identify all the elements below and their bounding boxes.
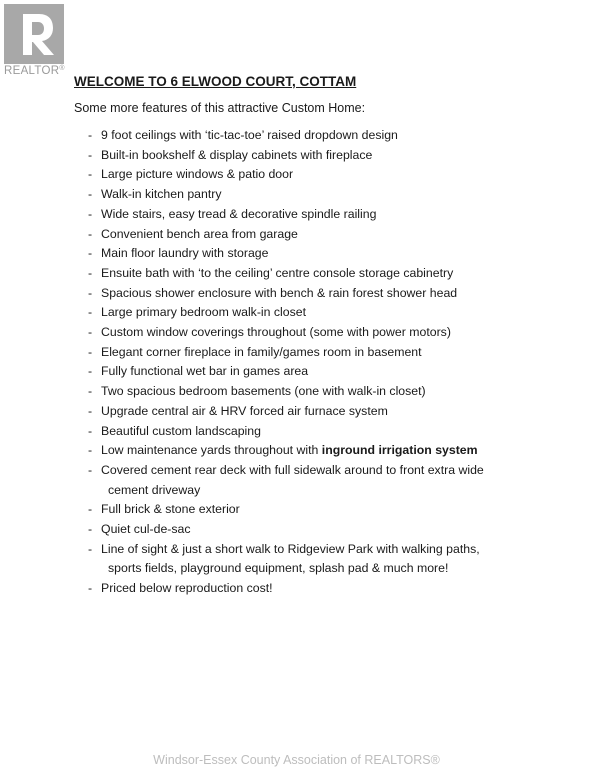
- feature-list: [88, 126, 484, 599]
- feature-item: [88, 185, 484, 205]
- list-dash: -: [88, 384, 93, 399]
- feature-text: Large picture windows & patio door: [101, 167, 294, 182]
- document-title: WELCOME TO 6 ELWOOD COURT, COTTAM: [74, 74, 357, 89]
- feature-text: Two spacious bedroom basements (one with walk-in closet): [101, 384, 426, 399]
- feature-item: [88, 146, 484, 166]
- realtor-r-logo-icon: [4, 4, 64, 64]
- footer-watermark: Windsor-Essex County Association of REALTORS®: [153, 753, 440, 767]
- feature-item: [88, 205, 484, 225]
- list-dash: -: [88, 285, 93, 300]
- feature-text: Ensuite bath with ‘to the ceiling’ centre console storage cabinetry: [101, 265, 454, 280]
- feature-text: Beautiful custom landscaping: [101, 423, 261, 438]
- list-dash: -: [88, 246, 93, 261]
- feature-text: Wide stairs, easy tread & decorative spindle railing: [101, 206, 377, 221]
- list-dash: -: [88, 187, 93, 202]
- feature-item: [88, 165, 484, 185]
- feature-item: [88, 284, 484, 304]
- feature-item: [88, 540, 484, 579]
- feature-text: Full brick & stone exterior: [101, 502, 240, 517]
- list-dash: -: [88, 305, 93, 320]
- list-dash: -: [88, 364, 93, 379]
- feature-text: Main floor laundry with storage: [101, 246, 269, 261]
- feature-text: Quiet cul-de-sac: [101, 522, 191, 537]
- feature-item: [88, 520, 484, 540]
- list-dash: -: [88, 167, 93, 182]
- feature-text: Built-in bookshelf & display cabinets with fireplace: [101, 147, 373, 162]
- feature-text-continuation: cement driveway: [108, 482, 201, 497]
- list-dash: -: [88, 541, 93, 556]
- feature-item: [88, 343, 484, 363]
- list-dash: -: [88, 226, 93, 241]
- feature-item: [88, 303, 484, 323]
- feature-item: [88, 362, 484, 382]
- feature-text-continuation: sports fields, playground equipment, splash pad & much more!: [108, 561, 449, 576]
- list-dash: -: [88, 325, 93, 340]
- feature-text: Low maintenance yards throughout with: [101, 443, 322, 458]
- feature-item: [88, 323, 484, 343]
- feature-text: Spacious shower enclosure with bench & rain forest shower head: [101, 285, 458, 300]
- feature-item: [88, 579, 484, 599]
- feature-text: Large primary bedroom walk-in closet: [101, 305, 307, 320]
- feature-text: Elegant corner fireplace in family/games room in basement: [101, 344, 422, 359]
- list-dash: -: [88, 403, 93, 418]
- feature-item: [88, 402, 484, 422]
- feature-item: [88, 461, 484, 500]
- feature-item: [88, 264, 484, 284]
- list-dash: -: [88, 443, 93, 458]
- list-dash: -: [88, 462, 93, 477]
- list-dash: -: [88, 522, 93, 537]
- list-dash: -: [88, 502, 93, 517]
- realtor-logo: [4, 4, 70, 77]
- feature-text: Priced below reproduction cost!: [101, 581, 273, 596]
- feature-text: Walk-in kitchen pantry: [101, 187, 222, 202]
- feature-text: Upgrade central air & HRV forced air furnace system: [101, 403, 388, 418]
- intro-text: Some more features of this attractive Custom Home:: [74, 101, 366, 115]
- feature-text-bold: inground irrigation system: [321, 443, 478, 458]
- feature-text: Custom window coverings throughout (some with power motors): [101, 325, 451, 340]
- list-dash: -: [88, 265, 93, 280]
- feature-text: Covered cement rear deck with full sidewalk around to front extra wide: [101, 462, 484, 477]
- list-dash: -: [88, 581, 93, 596]
- feature-text: Fully functional wet bar in games area: [101, 364, 309, 379]
- list-dash: -: [88, 128, 93, 142]
- feature-item: [88, 126, 484, 146]
- feature-item: [88, 382, 484, 402]
- list-dash: -: [88, 423, 93, 438]
- feature-text: 9 foot ceilings with ‘tic-tac-toe’ raised dropdown design: [101, 128, 398, 142]
- feature-item: [88, 441, 484, 461]
- feature-item: [88, 422, 484, 442]
- feature-item: [88, 500, 484, 520]
- feature-item: [88, 244, 484, 264]
- list-dash: -: [88, 147, 93, 162]
- list-dash: -: [88, 206, 93, 221]
- feature-text: Line of sight & just a short walk to Ridgeview Park with walking paths,: [101, 541, 480, 556]
- list-dash: -: [88, 344, 93, 359]
- feature-text: Convenient bench area from garage: [101, 226, 298, 241]
- feature-item: [88, 225, 484, 245]
- realtor-logo-text: REALTOR®: [4, 65, 65, 77]
